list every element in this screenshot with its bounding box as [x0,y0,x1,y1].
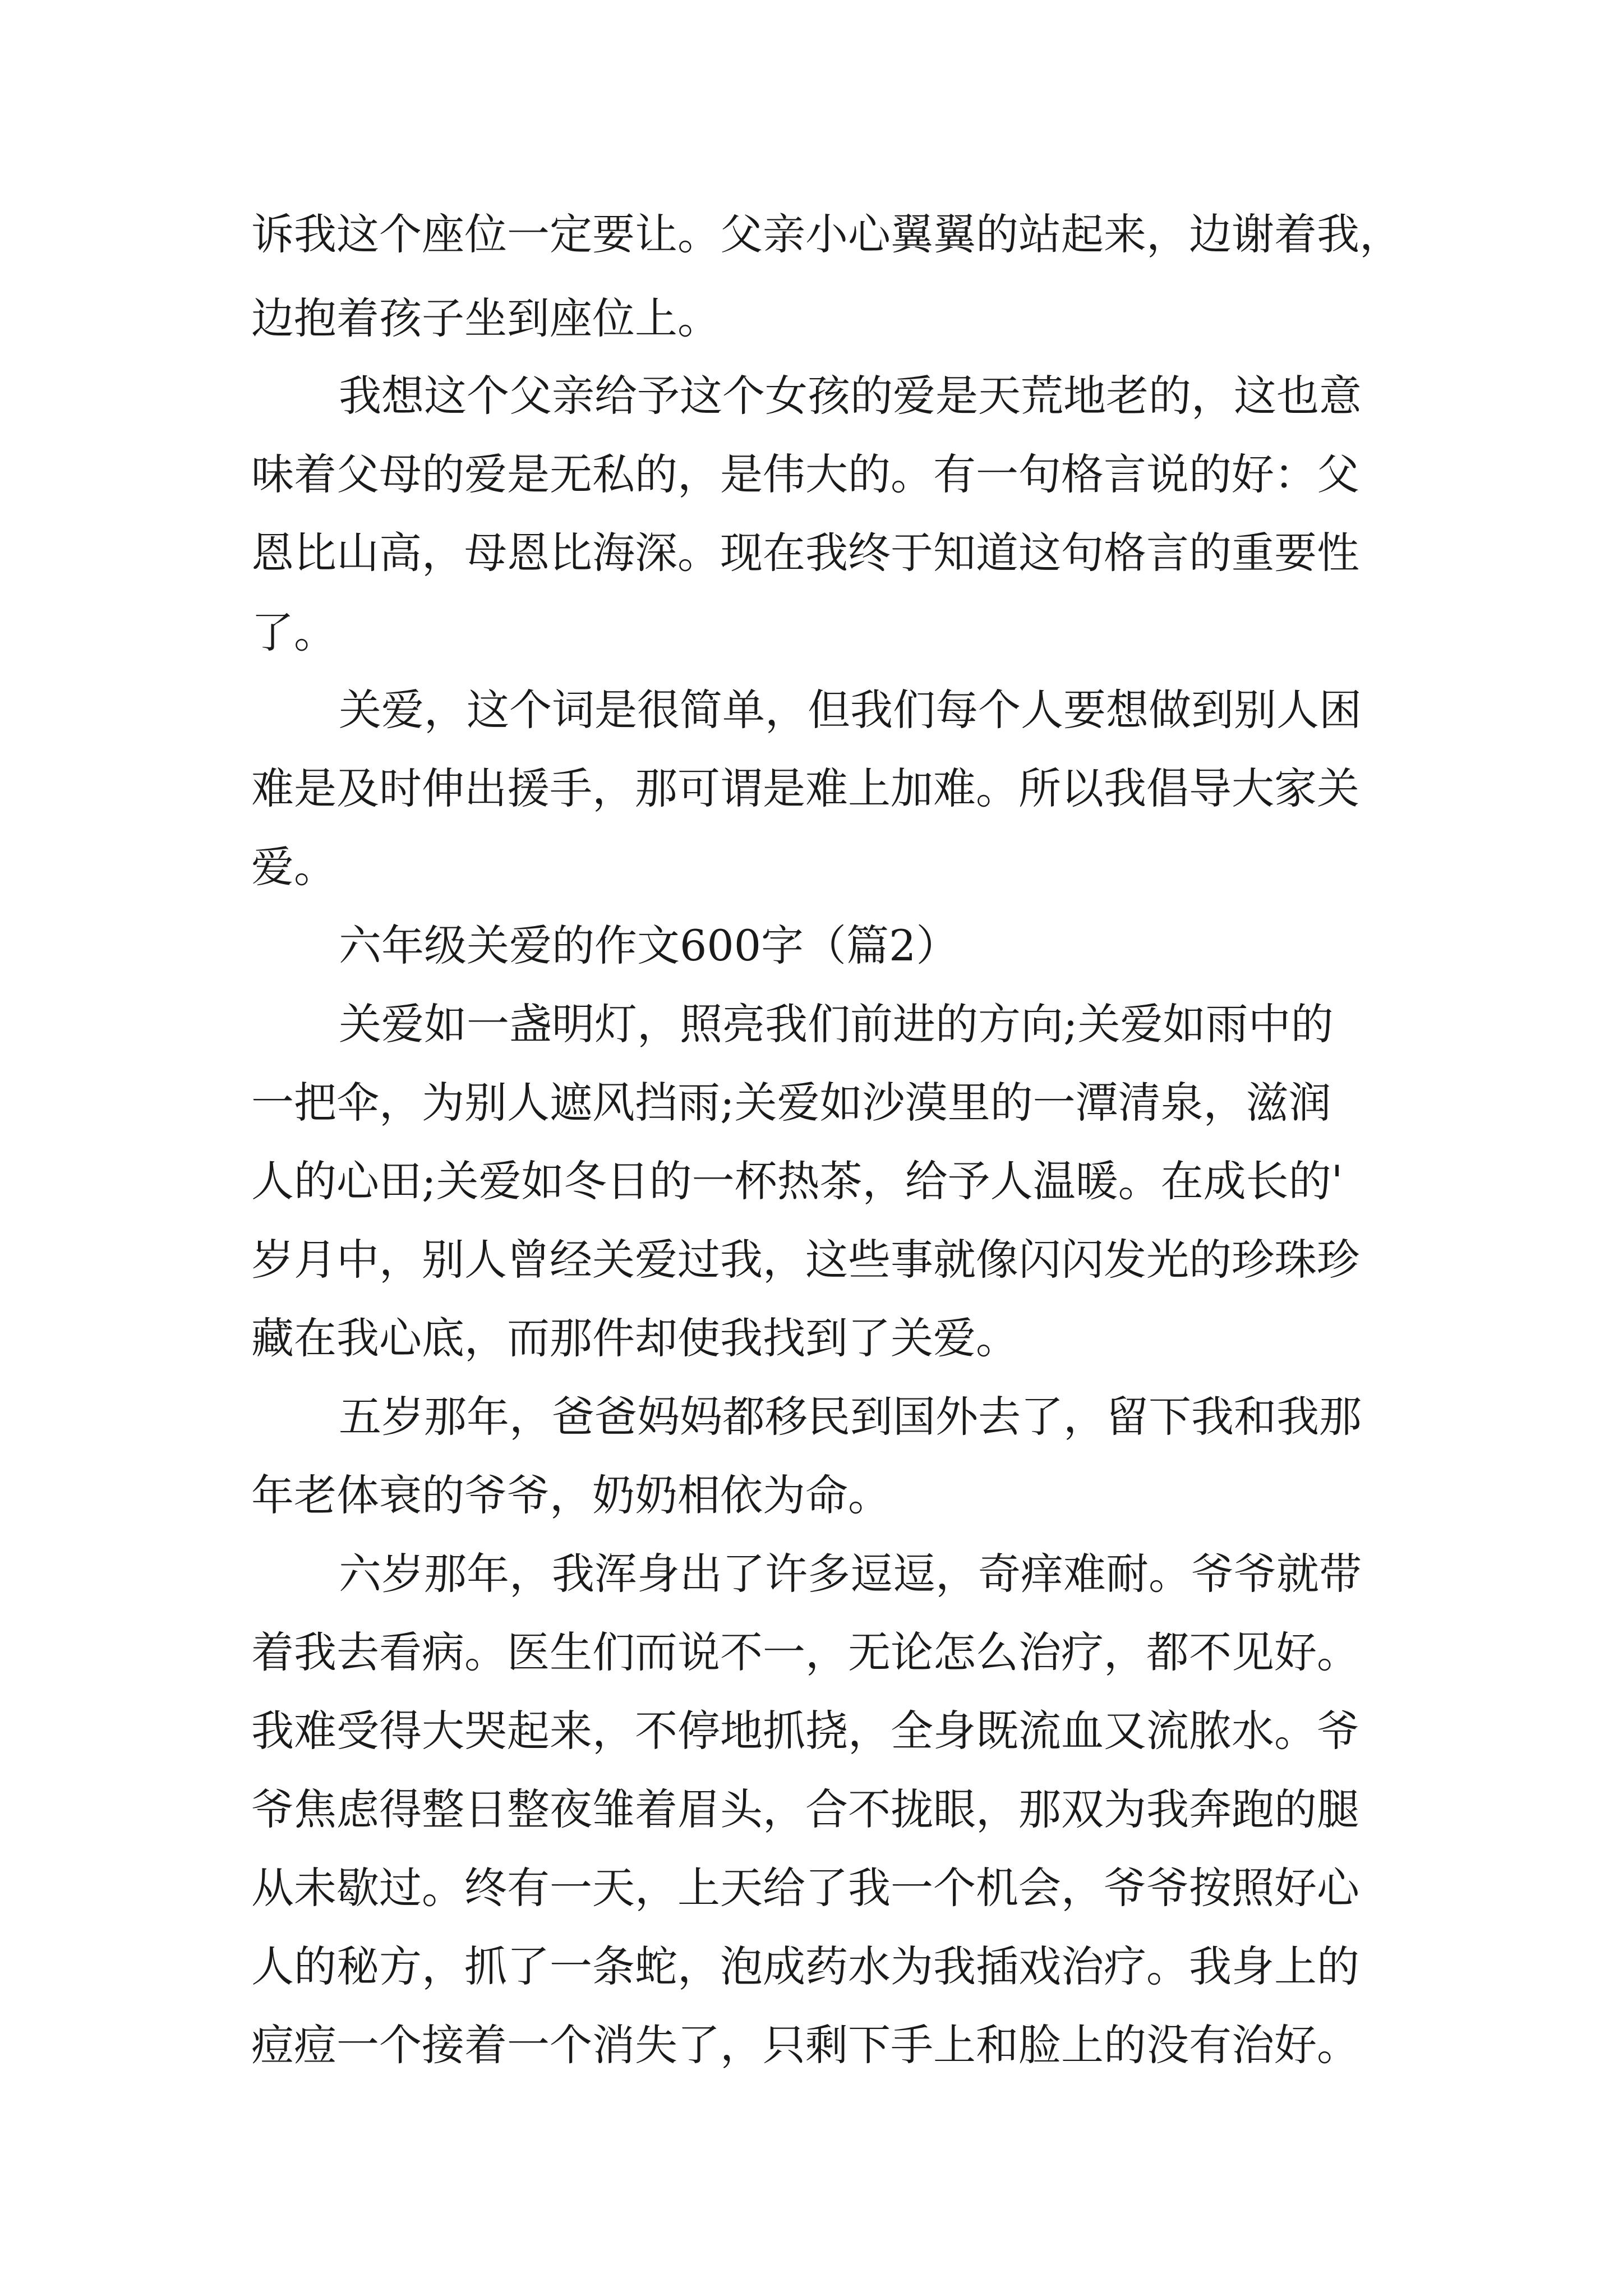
text-line: 五岁那年，爸爸妈妈都移民到国外去了，留下我和我那 [339,1392,1362,1442]
text-line: 六岁那年，我浑身出了许多逗逗，奇痒难耐。爷爷就带 [339,1549,1362,1599]
text-line: 爱。 [251,842,336,892]
text-line: 恩比山高，母恩比海深。现在我终于知道这句格言的重要性 [251,528,1359,578]
text-line: 年老体衰的爷爷，奶奶相依为命。 [251,1470,891,1520]
text-line: 我难受得大哭起来，不停地抓挠，全身既流血又流脓水。爷 [251,1706,1359,1756]
text-line: 关爱如一盏明灯，照亮我们前进的方向;关爱如雨中的 [339,999,1334,1049]
text-line: 关爱，这个词是很简单，但我们每个人要想做到别人困 [339,685,1362,735]
text-line: 着我去看病。医生们而说不一，无论怎么治疗，都不见好。 [251,1627,1359,1677]
text-line: 味着父母的爱是无私的，是伟大的。有一句格言说的好：父 [251,449,1359,499]
text-line: 岁月中，别人曾经关爱过我，这些事就像闪闪发光的珍珠珍 [251,1235,1359,1285]
text-line: 爷焦虑得整日整夜雏着眉头，合不拢眼，那双为我奔跑的腿 [251,1784,1359,1834]
text-line: 人的秘方，抓了一条蛇，泡成药水为我插戏治疗。我身上的 [251,1941,1359,1991]
text-line: 人的心田;关爱如冬日的一杯热茶，给予人温暖。在成长的' [251,1156,1343,1206]
text-line: 我想这个父亲给予这个女孩的爱是天荒地老的，这也意 [339,371,1362,421]
text-line: 痘痘一个接着一个消失了，只剩下手上和脸上的没有治好。 [251,2020,1359,2070]
section-heading: 六年级关爱的作文600字（篇2） [339,921,959,970]
text-line: 藏在我心底，而那件却使我找到了关爱。 [251,1313,1018,1363]
text-line: 诉我这个座位一定要让。父亲小心翼翼的站起来，边谢着我， [251,209,1402,259]
text-line: 从未歇过。终有一天，上天给了我一个机会，爷爷按照好心 [251,1863,1359,1913]
text-line: 一把伞，为别人遮风挡雨;关爱如沙漠里的一潭清泉，滋润 [251,1078,1331,1128]
text-line: 难是及时伸出援手，那可谓是难上加难。所以我倡导大家关 [251,763,1359,813]
text-line: 边抱着孩子坐到座位上。 [251,293,720,343]
text-line: 了。 [251,608,336,657]
